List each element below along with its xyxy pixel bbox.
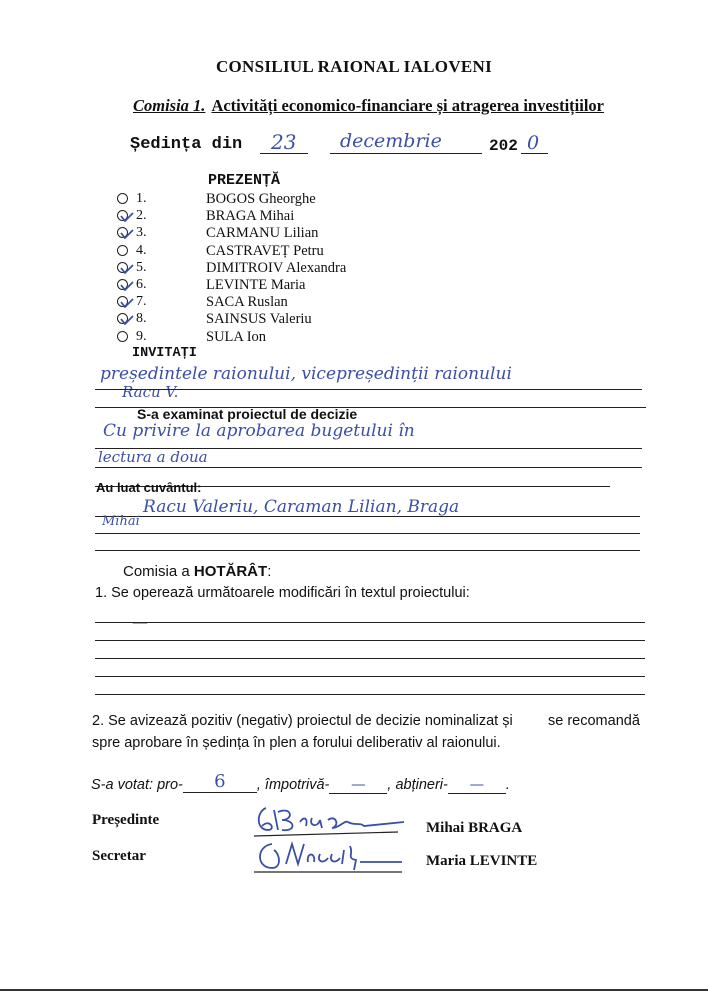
speakers-line-2: Mihai — [102, 514, 140, 529]
member-number: 5. — [136, 259, 147, 275]
vote-pro-field — [183, 771, 257, 793]
member-row — [117, 311, 477, 328]
session-day: 23 — [271, 130, 297, 154]
invited-rule-1 — [95, 389, 642, 390]
mod-rule-5 — [95, 694, 645, 695]
member-number: 1. — [136, 191, 147, 206]
member-name: DIMITROIV Alexandra — [206, 259, 347, 276]
speakers-rule-3 — [95, 550, 640, 551]
member-name: SACA Ruslan — [206, 294, 288, 311]
member-row — [117, 277, 477, 294]
session-month: decembrie — [340, 130, 442, 152]
check-mark-icon — [120, 281, 134, 291]
member-number: 9. — [136, 328, 147, 344]
check-mark-icon — [120, 229, 134, 239]
commission-title: Activități economico-financiare și atragerea investițiilor — [211, 96, 604, 115]
secretary-label: Secretar — [92, 848, 146, 864]
member-name: SAINSUS Valeriu — [206, 311, 312, 328]
decision-intro-prefix: Comisia a — [123, 563, 194, 580]
president-name: Mihai BRAGA — [426, 820, 523, 836]
examined-line-1: Cu privire la aprobarea bugetului în — [103, 421, 415, 441]
decision-intro-bold: HOTĂRÂT — [193, 563, 268, 580]
invited-line-1: președintele raionului, vicepreședinții raionului — [100, 364, 512, 384]
examined-line-2: lectura a doua — [98, 448, 208, 466]
scan-edge — [0, 989, 708, 991]
vote-pro-value: 6 — [214, 771, 226, 792]
secretary-signature — [250, 834, 410, 876]
decision-intro — [123, 563, 271, 580]
president-label: Președinte — [92, 812, 160, 828]
mod-rule-4 — [95, 676, 645, 677]
session-year-digit: 0 — [527, 132, 540, 154]
check-mark-icon — [120, 212, 134, 222]
commission-heading — [133, 96, 604, 116]
attendance-circle — [117, 331, 128, 342]
member-number: 6. — [136, 277, 147, 292]
speakers-line-1: Racu Valeriu, Caraman Lilian, Braga — [143, 497, 460, 517]
member-number: 4. — [136, 242, 147, 258]
member-number: 8. — [136, 311, 147, 327]
item-1-entry: — — [132, 612, 148, 631]
decision-item-2-line-2: spre aprobare în ședința în plen a forului deliberativ al raionului. — [92, 735, 501, 751]
mod-rule-2 — [95, 640, 645, 641]
member-number: 3. — [136, 225, 147, 241]
decision-intro-suffix: : — [267, 563, 272, 580]
member-row — [117, 191, 477, 208]
decision-item-1: 1. Se operează următoarele modificări în textul proiectului: — [95, 585, 470, 601]
check-mark-icon — [120, 315, 134, 325]
vote-pro-label: S-a votat: pro- — [91, 777, 183, 793]
vote-against-field — [329, 777, 387, 794]
member-row — [117, 329, 477, 346]
commission-label: Comisia 1. — [133, 96, 206, 115]
vote-abstain-label: , abțineri- — [387, 777, 448, 793]
month-underline — [330, 153, 482, 154]
member-name: LEVINTE Maria — [206, 277, 306, 293]
mod-rule-1 — [95, 622, 645, 623]
member-row — [117, 225, 477, 242]
check-mark-icon — [120, 298, 134, 308]
invited-label: INVITAȚI — [132, 346, 197, 361]
vote-against-value: — — [351, 777, 366, 793]
attendance-circle — [117, 245, 128, 256]
presence-title: PREZENȚĂ — [208, 172, 281, 189]
attendance-circle — [117, 193, 128, 204]
member-row — [117, 260, 477, 277]
vote-line — [91, 773, 510, 795]
mod-rule-3 — [95, 658, 645, 659]
speakers-rule-1 — [95, 516, 640, 517]
secretary-name: Maria LEVINTE — [426, 853, 538, 869]
speakers-rule-2 — [95, 533, 640, 534]
examined-label: S-a examinat proiectul de decizie — [137, 406, 358, 422]
session-label: Ședința din — [130, 135, 243, 154]
check-mark-icon — [120, 264, 134, 274]
vote-abstain-field — [448, 777, 506, 794]
examined-rule-2 — [95, 467, 642, 468]
member-name: CARMANU Lilian — [206, 225, 319, 242]
member-row — [117, 294, 477, 311]
member-name: CASTRAVEȚ Petru — [206, 242, 324, 259]
council-title: CONSILIUL RAIONAL IALOVENI — [215, 57, 493, 76]
member-row — [117, 243, 477, 260]
invited-line-2: Racu V. — [122, 383, 179, 401]
session-year: 202 — [489, 137, 518, 155]
vote-abstain-value: — — [469, 777, 485, 793]
vote-end: . — [505, 777, 510, 793]
member-name: BOGOS Gheorghe — [206, 191, 316, 207]
member-name: BRAGA Mihai — [206, 208, 295, 225]
decision-item-2-right: se recomandă — [548, 713, 640, 729]
member-number: 2. — [136, 208, 147, 224]
decision-item-2-line-1: 2. Se avizează pozitiv (negativ) proiectul de decizie nominalizat și — [92, 713, 513, 729]
member-name: SULA Ion — [206, 328, 267, 345]
member-number: 7. — [136, 294, 147, 310]
speakers-label: Au luat cuvântul: — [96, 480, 202, 495]
member-row — [117, 208, 477, 225]
vote-against-label: , împotrivă- — [256, 777, 330, 793]
